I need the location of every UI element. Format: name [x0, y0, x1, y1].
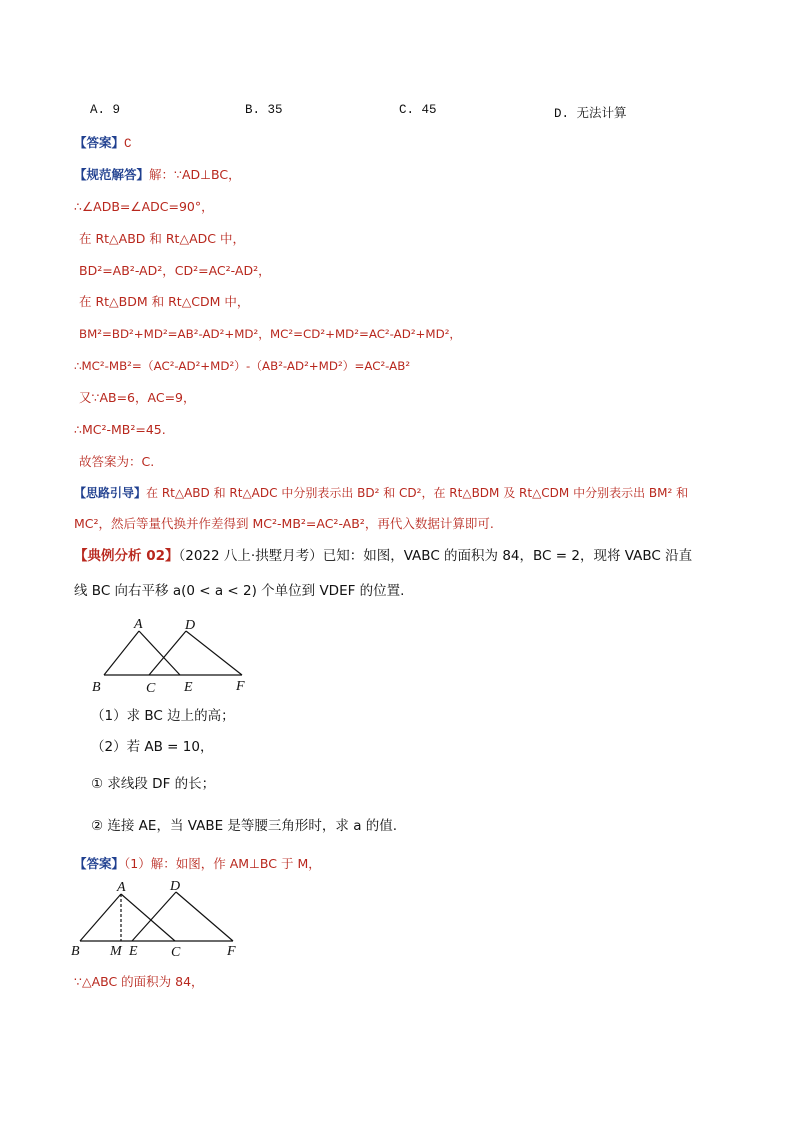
- label2-a: A: [117, 880, 126, 895]
- example-line-1: [74, 547, 692, 565]
- answer-tag: 【答案】: [74, 135, 125, 150]
- label-d: D: [185, 618, 196, 633]
- label2-d: D: [170, 879, 181, 894]
- line-ac: [139, 631, 180, 675]
- figure-translation: [88, 614, 258, 696]
- question-2: （2）若 AB = 10，: [91, 739, 214, 755]
- solution-tag: 【规范解答】: [74, 167, 150, 182]
- solution-line-3: BD²=AB²-AD²，CD²=AC²-AD²，: [79, 263, 271, 278]
- option-d: D. 无法计算: [554, 107, 627, 121]
- hint-line-1: [74, 484, 688, 502]
- question-2b: ② 连接 AE，当 VABE 是等腰三角形时，求 a 的值.: [91, 818, 398, 834]
- label2-b: B: [71, 944, 80, 959]
- solution-area-line: ∵△ABC 的面积为 84，: [74, 974, 204, 989]
- label-e: E: [184, 680, 193, 695]
- solution-intro: 解：∵AD⊥BC，: [149, 167, 241, 182]
- solution-header: [74, 166, 241, 184]
- line-de-2: [132, 892, 176, 941]
- label2-m: M: [110, 944, 122, 959]
- option-a: A. 9: [90, 103, 121, 117]
- answer2-line: [74, 855, 321, 873]
- line-df: [186, 631, 242, 675]
- label-c: C: [146, 681, 156, 696]
- hint-text-1: 在 Rt△ABD 和 Rt△ADC 中分别表示出 BD² 和 CD²，在 Rt△BDM 及 Rt△CDM 中分别表示出 BM² 和: [146, 486, 689, 500]
- hint-tag: 【思路引导】: [74, 486, 147, 500]
- option-c: C. 45: [399, 103, 437, 117]
- solution-line-1: ∴∠ADB=∠ADC=90°，: [74, 199, 214, 214]
- label2-e: E: [129, 944, 138, 959]
- solution-line-6: ∴MC²-MB²=（AC²-AD²+MD²）-（AB²-AD²+MD²）=AC²-AB²: [74, 359, 411, 373]
- hint-line-2: MC²，然后等量代换并作差得到 MC²-MB²=AC²-AB²，再代入数据计算即可.: [74, 516, 494, 531]
- solution-line-2: 在 Rt△ABD 和 Rt△ADC 中，: [79, 231, 245, 246]
- solution-line-4: 在 Rt△BDM 和 Rt△CDM 中，: [79, 294, 250, 309]
- label-f: F: [236, 679, 245, 694]
- example-line-2: 线 BC 向右平移 a(0 < a < 2) 个单位到 VDEF 的位置.: [74, 583, 405, 599]
- example-text-1: （2022 八上·拱墅月考）已知：如图，VABC 的面积为 84，BC = 2，现将 VABC 沿直: [178, 548, 693, 564]
- label-b: B: [92, 680, 101, 695]
- solution-line-9: 故答案为：C.: [79, 454, 155, 469]
- question-1: （1）求 BC 边上的高；: [91, 708, 235, 724]
- figure-altitude: [68, 876, 243, 960]
- question-2a: ① 求线段 DF 的长；: [91, 776, 216, 792]
- solution-line-8: ∴MC²-MB²=45.: [74, 422, 166, 437]
- option-b: B. 35: [245, 103, 283, 117]
- line-de: [149, 631, 186, 675]
- label2-c: C: [171, 945, 181, 960]
- line-ac-2: [121, 894, 175, 941]
- line-df-2: [176, 892, 233, 941]
- label2-f: F: [227, 944, 236, 959]
- line-ab: [104, 631, 139, 675]
- solution-line-7: 又∵AB=6，AC=9，: [79, 390, 196, 405]
- answer2-text: （1）解：如图，作 AM⊥BC 于 M，: [124, 856, 321, 871]
- answer-value: C: [124, 137, 132, 151]
- answer-line: [74, 134, 132, 153]
- example-tag: 【典例分析 02】: [74, 548, 179, 564]
- solution-line-5: BM²=BD²+MD²=AB²-AD²+MD²，MC²=CD²+MD²=AC²-AD²+MD²，: [79, 327, 462, 341]
- label-a: A: [134, 617, 143, 632]
- answer2-tag: 【答案】: [74, 856, 125, 871]
- line-ab-2: [80, 894, 121, 941]
